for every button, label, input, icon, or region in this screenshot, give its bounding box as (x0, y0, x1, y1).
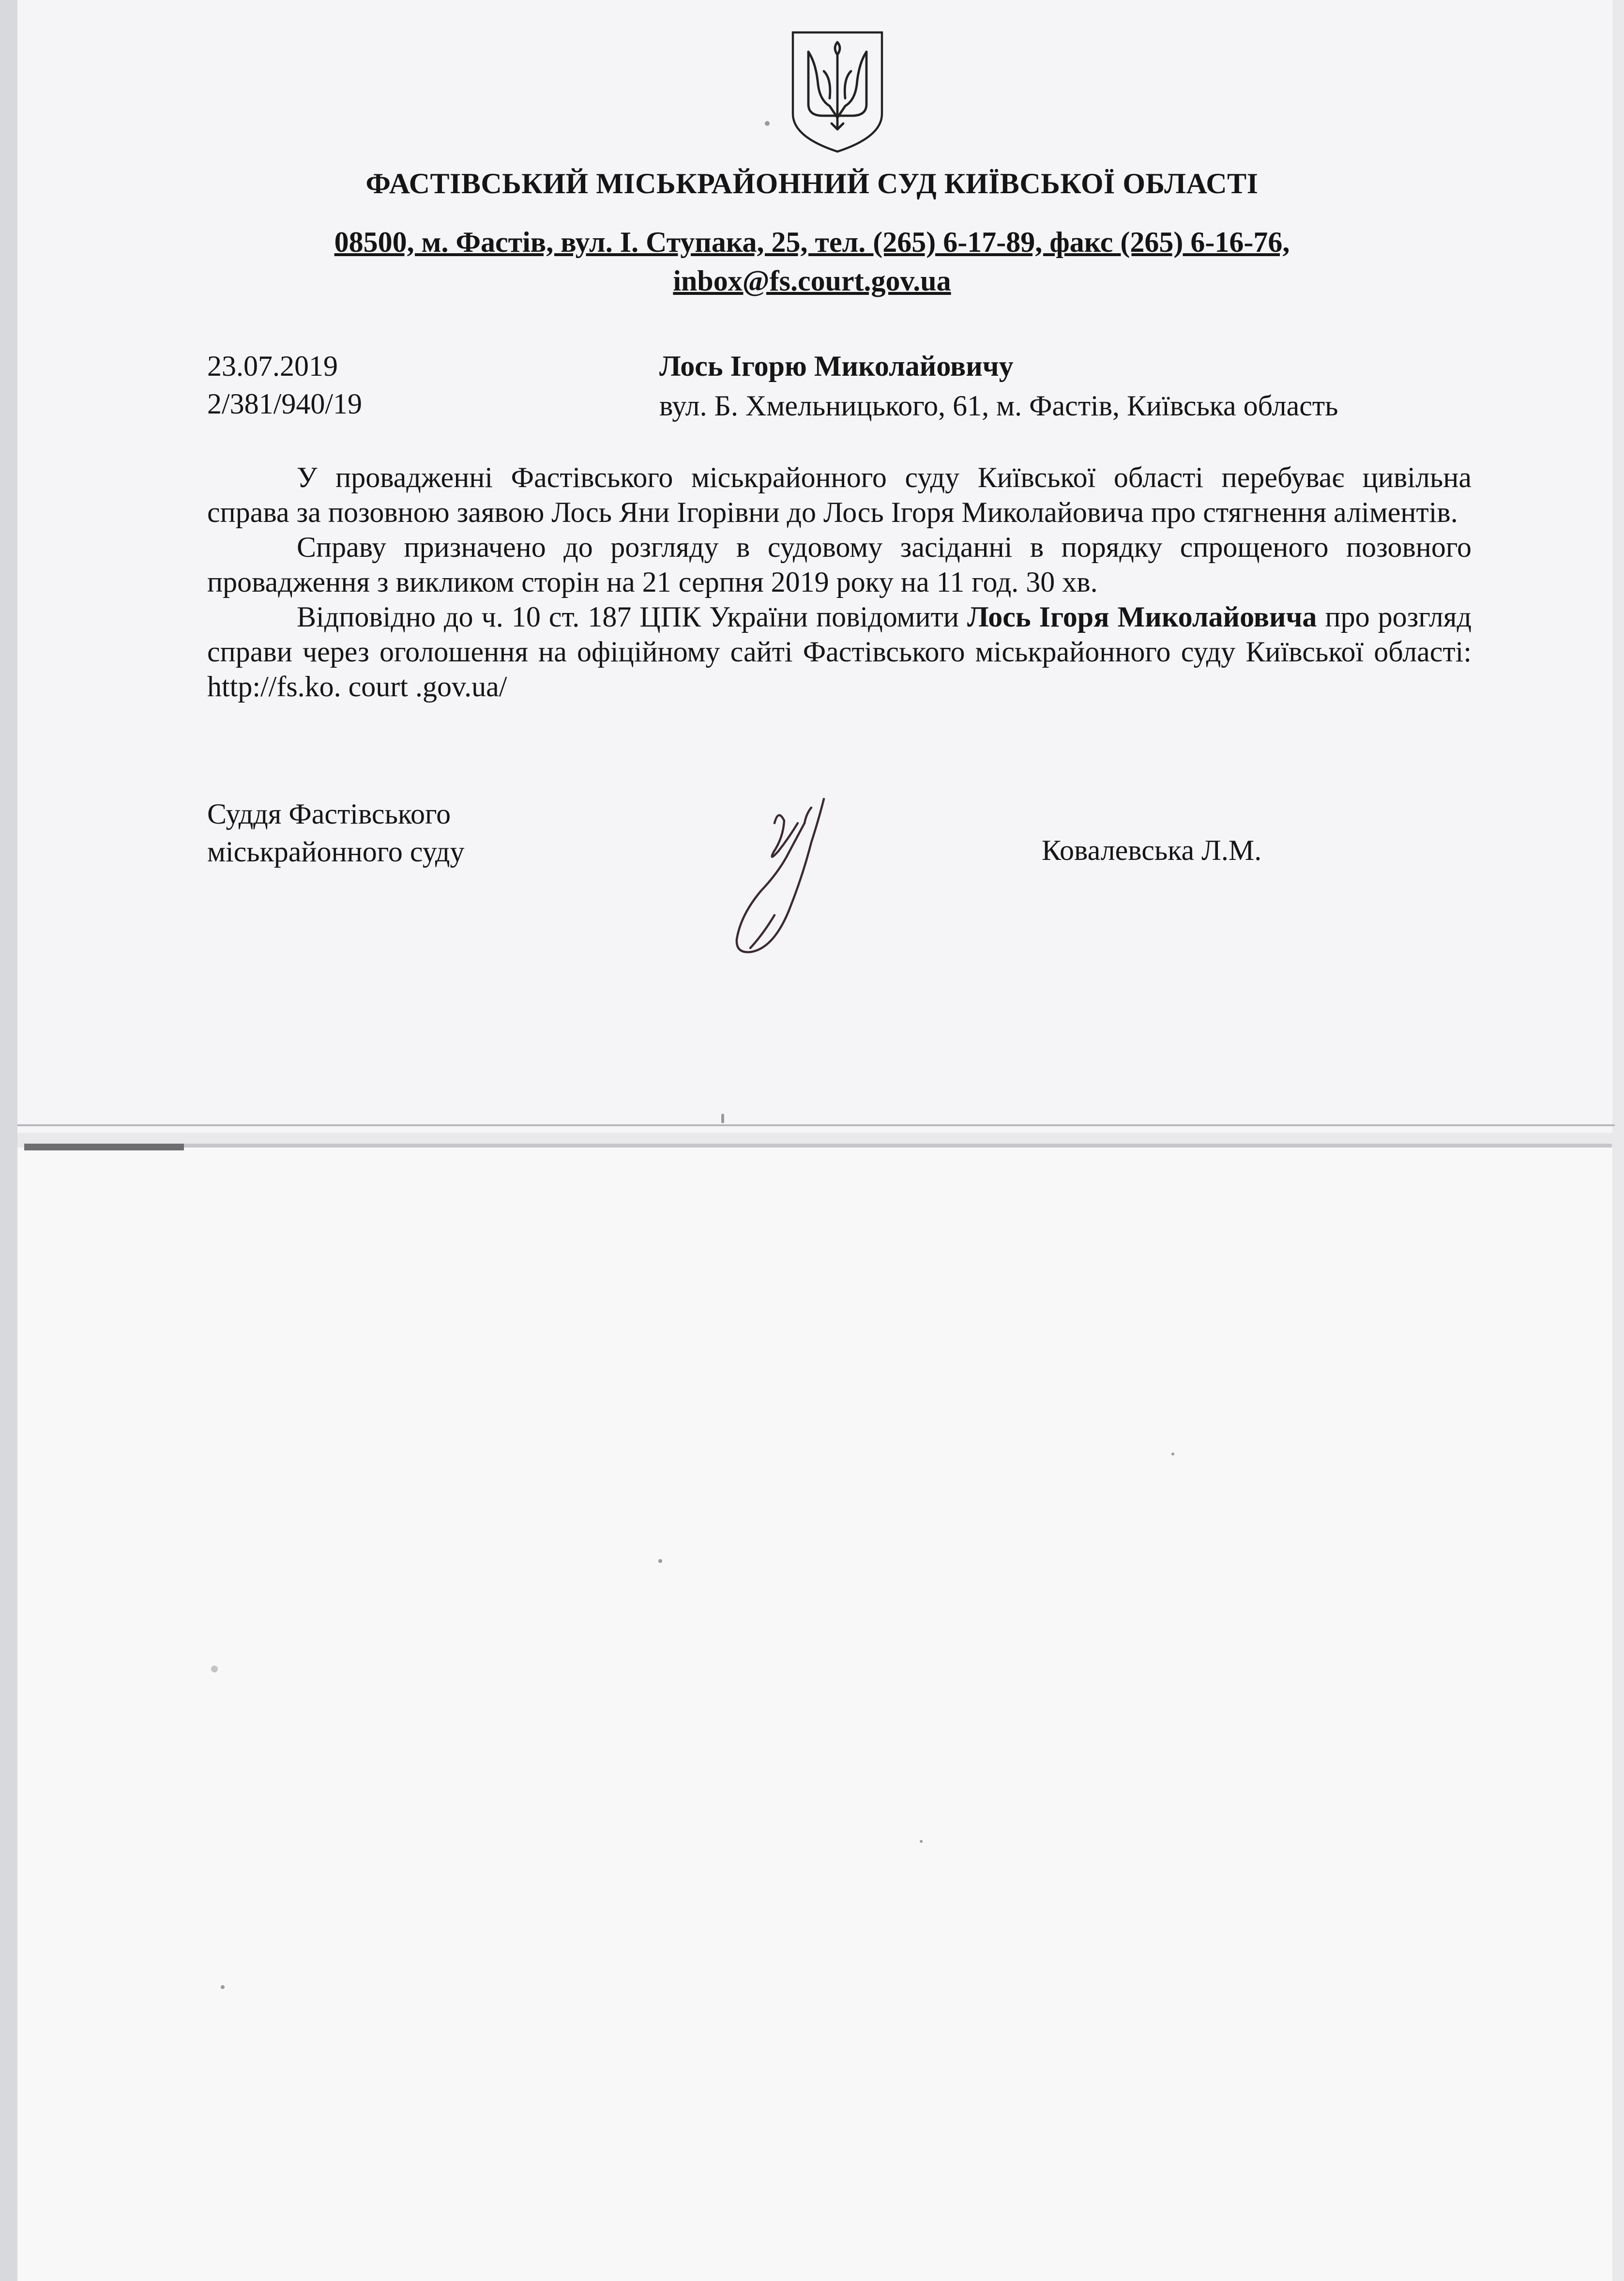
registration-number: 2/381/940/19 (207, 388, 363, 420)
body-paragraph-1: У провадженні Фастівського міськрайонного суду Київської області перебуває цивільна справа за позовною заявою Лось Яни Ігорівни до Лось Ігоря Миколайовича про стягнення аліментів. (207, 461, 1472, 528)
body-paragraph-3-end: про розгляд справи через оголошення на офіційному сайті Фастівського міськрайонного суду Київської області: http://fs.ko. court .gov.ua/ (207, 601, 1472, 703)
court-name: ФАСТІВСЬКИЙ МІСЬКРАЙОННИЙ СУД КИЇВСЬКОЇ ОБЛАСТІ (365, 168, 1259, 199)
blank-sheet (17, 1148, 1612, 2281)
scan-speck (1171, 1453, 1174, 1455)
handwritten-signature (716, 794, 862, 964)
judge-name: Ковалевська Л.М. (1042, 834, 1262, 866)
page-edge-shadow-light (184, 1144, 1612, 1148)
court-contacts (0, 223, 1624, 300)
judge-title-line-1: Суддя Фастівського (207, 798, 451, 830)
court-email-line: inbox@fs.court.gov.ua (673, 265, 951, 297)
registration-date: 23.07.2019 (207, 350, 338, 382)
page-edge-shadow (24, 1144, 184, 1150)
scan-left-strip (0, 0, 17, 2281)
judge-title-line-2: міськрайонного суду (207, 836, 465, 868)
body-paragraph-2: Справу призначено до розгляду в судовому засіданні в порядку спрощеного позовного провадження з викликом сторін на 21 серпня 2019 року на 11 год. 30 хв. (207, 531, 1472, 598)
scan-speck (721, 1114, 724, 1123)
letter-body (207, 460, 1472, 704)
page-edge-line (17, 1124, 1615, 1126)
ukraine-trident-icon (789, 28, 886, 155)
scan-speck (920, 1840, 923, 1843)
scan-speck (658, 1559, 662, 1563)
scan-speck (221, 1985, 225, 1989)
addressee-address: вул. Б. Хмельницького, 61, м. Фастів, Київська область (659, 390, 1338, 422)
addressee-name: Лось Ігорю Миколайовичу (659, 350, 1014, 382)
body-paragraph-3-start: Відповідно до ч. 10 ст. 187 ЦПК України повідомити (297, 601, 968, 633)
defendant-name: Лось Ігоря Миколайовича (967, 601, 1317, 633)
court-address-line: 08500, м. Фастів, вул. І. Ступака, 25, тел. (265) 6-17-89, факс (265) 6-16-76, (334, 226, 1290, 258)
scan-speck (211, 1666, 218, 1672)
scan-speck (765, 121, 770, 126)
judge-title (207, 795, 464, 871)
body-paragraph-3 (207, 599, 1472, 704)
